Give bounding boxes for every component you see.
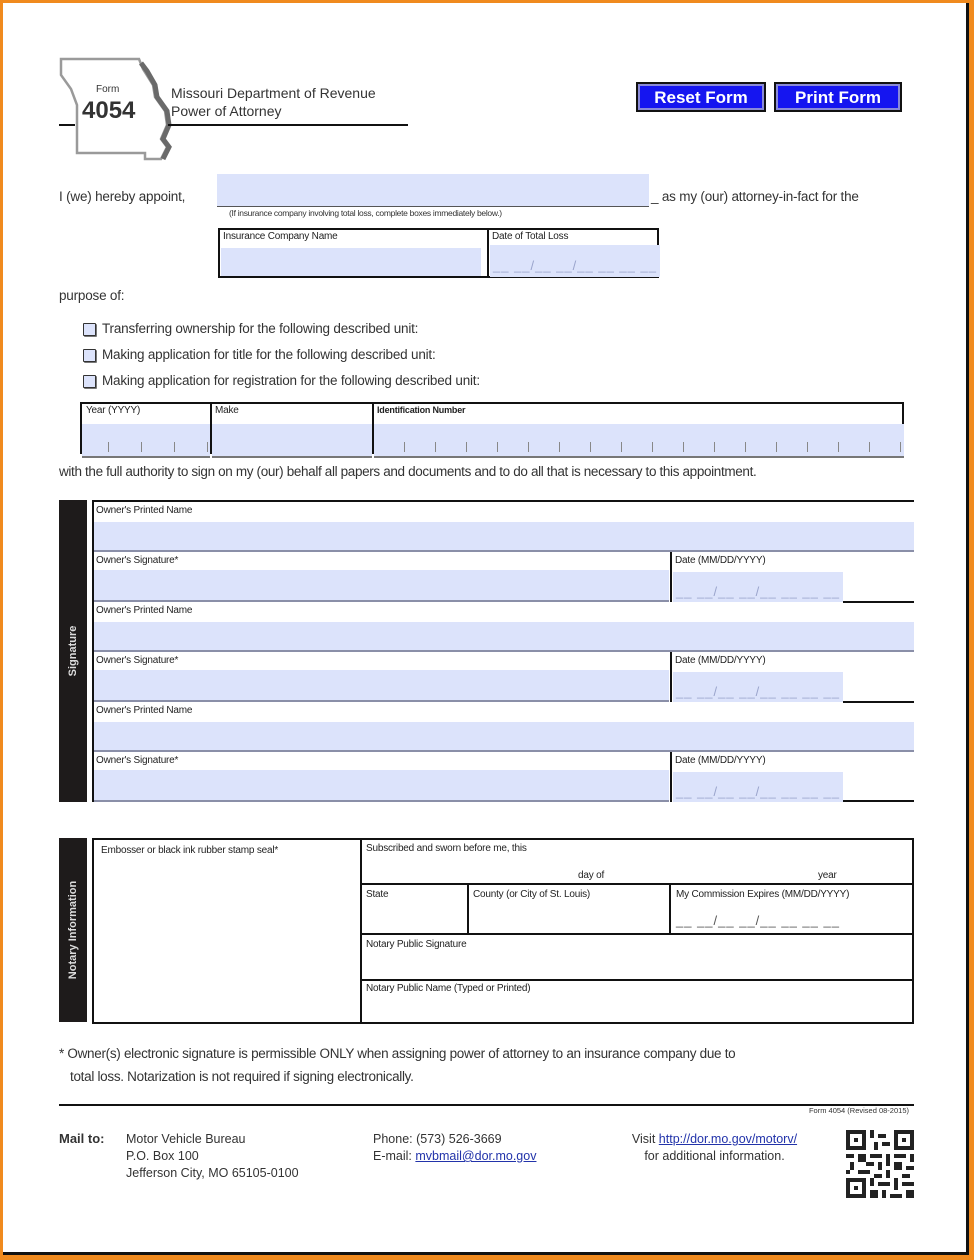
purpose-registration-label: Making application for registration for the following described unit: <box>102 373 480 388</box>
date-total-loss-label: Date of Total Loss <box>492 231 569 242</box>
notary-section-label: Notary Information <box>67 880 79 980</box>
checkbox-icon[interactable] <box>83 349 96 362</box>
owner-2-date-placeholder: __ __/__ __/__ __ __ __ <box>676 684 840 699</box>
appoint-trail-label: as my (our) attorney-in-fact for the <box>661 189 859 204</box>
appoint-trail-text: _ as my (our) attorney-in-fact for the <box>651 189 859 204</box>
owner-3-printed-name-input[interactable] <box>94 722 914 752</box>
qr-code-icon[interactable] <box>846 1130 914 1198</box>
notary-section-bar <box>59 838 87 1022</box>
owner-1-row-rule <box>843 601 914 603</box>
owner-2-printed-name-input[interactable] <box>94 622 914 652</box>
notary-box <box>92 838 914 1024</box>
state-county-divider <box>467 883 469 933</box>
notary-seal-divider <box>360 838 362 1024</box>
day-of-label: day of <box>578 870 605 881</box>
website-link[interactable]: http://dor.mo.gov/motorv/ <box>658 1132 798 1146</box>
owner-2-signature-label: Owner's Signature* <box>96 655 179 666</box>
revision-label: Form 4054 (Revised 08-2015) <box>808 1106 909 1115</box>
website-info <box>607 1131 822 1165</box>
identification-number-label: Identification Number <box>377 405 466 415</box>
purpose-title-label: Making application for title for the following described unit: <box>102 347 436 362</box>
make-label: Make <box>215 405 239 416</box>
form-page <box>3 3 969 1255</box>
email-label: E-mail: <box>373 1149 412 1163</box>
mail-to-label: Mail to: <box>59 1131 105 1146</box>
email-link[interactable]: mvbmail@dor.mo.gov <box>415 1149 537 1163</box>
notary-rule-2 <box>360 933 914 935</box>
header-rule-left <box>59 124 75 126</box>
owner-1-date-divider <box>670 552 672 602</box>
phone-number: Phone: (573) 526-3669 <box>373 1132 502 1146</box>
signature-section-bar <box>59 500 87 802</box>
purpose-transfer-label: Transferring ownership for the following described unit: <box>102 321 419 336</box>
footer-rule <box>59 1104 914 1106</box>
more-info-text: for additional information. <box>644 1149 785 1163</box>
owner-1-date-label: Date (MM/DD/YYYY) <box>675 555 766 566</box>
footnote-line-1: * Owner(s) electronic signature is permissible ONLY when assigning power of attorney to an insurance company due to <box>59 1046 736 1061</box>
owner-1-printed-name-input[interactable] <box>94 522 914 552</box>
insurance-company-label: Insurance Company Name <box>223 231 338 242</box>
purpose-title-checkbox[interactable] <box>83 347 436 362</box>
notary-rule-1 <box>360 883 914 885</box>
owner-2-printed-name-label: Owner's Printed Name <box>96 605 193 616</box>
commission-label: My Commission Expires (MM/DD/YYYY) <box>676 889 850 900</box>
authority-text: with the full authority to sign on my (our) behalf all papers and documents and to do all that is necessary to this appointment. <box>59 464 757 479</box>
owner-3-signature-label: Owner's Signature* <box>96 755 179 766</box>
address-line-3: Jefferson City, MO 65105-0100 <box>126 1166 299 1180</box>
footnote-line-2: total loss. Notarization is not required if signing electronically. <box>70 1069 414 1084</box>
owner-1-signature-label: Owner's Signature* <box>96 555 179 566</box>
address-line-2: P.O. Box 100 <box>126 1149 199 1163</box>
owner-3-date-divider <box>670 752 672 802</box>
purpose-registration-checkbox[interactable] <box>83 373 480 388</box>
county-label[interactable]: County (or City of St. Louis) <box>473 889 591 900</box>
owner-2-date-divider <box>670 652 672 702</box>
purpose-label: purpose of: <box>59 288 125 303</box>
owner-3-printed-name-label: Owner's Printed Name <box>96 705 193 716</box>
owner-2-signature-input[interactable] <box>94 670 669 702</box>
mailing-address <box>126 1131 299 1182</box>
year-label: Year (YYYY) <box>86 405 141 416</box>
checkbox-icon[interactable] <box>83 375 96 388</box>
form-number: 4054 <box>82 97 136 124</box>
signature-section-label: Signature <box>67 625 79 677</box>
state-label[interactable]: State <box>366 889 389 900</box>
appoint-hint: (If insurance company involving total loss, complete boxes immediately below.) <box>229 208 502 218</box>
form-label: Form <box>96 84 120 95</box>
commission-date-field[interactable]: __ __/__ __/__ __ __ __ <box>676 913 840 928</box>
header-rule <box>168 124 408 126</box>
owner-3-date-label: Date (MM/DD/YYYY) <box>675 755 766 766</box>
owner-1-date-placeholder: __ __/__ __/__ __ __ __ <box>676 584 840 599</box>
visit-label: Visit <box>631 1132 656 1146</box>
email-line <box>373 1148 536 1165</box>
insurance-company-input[interactable] <box>221 248 481 276</box>
make-input[interactable] <box>212 424 372 458</box>
identification-number-input[interactable] <box>374 424 904 458</box>
purpose-transfer-checkbox[interactable] <box>83 321 418 336</box>
year-input[interactable] <box>82 424 210 458</box>
sworn-label: Subscribed and sworn before me, this <box>366 843 527 854</box>
owner-3-date-placeholder: __ __/__ __/__ __ __ __ <box>676 784 840 799</box>
county-commission-divider <box>669 883 671 933</box>
appoint-lead-text: I (we) hereby appoint, <box>59 189 186 204</box>
date-total-loss-placeholder: __ __/__ __/__ __ __ __ <box>493 258 657 273</box>
owner-1-printed-name-label: Owner's Printed Name <box>96 505 193 516</box>
department-name: Missouri Department of Revenue <box>171 85 376 101</box>
owner-3-row-rule <box>843 800 914 802</box>
reset-form-button[interactable]: Reset Form <box>636 82 766 112</box>
year-suffix-label: year <box>818 870 837 881</box>
owner-1-signature-input[interactable] <box>94 570 669 602</box>
contact-info <box>373 1131 536 1165</box>
print-form-button[interactable]: Print Form <box>774 82 902 112</box>
insurance-divider <box>487 228 489 278</box>
page-title: Power of Attorney <box>171 103 282 119</box>
appointee-input[interactable] <box>217 174 649 207</box>
address-line-1: Motor Vehicle Bureau <box>126 1132 246 1146</box>
notary-signature-label[interactable]: Notary Public Signature <box>366 939 467 950</box>
owner-2-date-label: Date (MM/DD/YYYY) <box>675 655 766 666</box>
owner-3-signature-input[interactable] <box>94 770 669 802</box>
visit-line <box>607 1131 822 1148</box>
notary-rule-3 <box>360 979 914 981</box>
owner-2-row-rule <box>843 701 914 703</box>
seal-label[interactable]: Embosser or black ink rubber stamp seal* <box>101 845 279 856</box>
checkbox-icon[interactable] <box>83 323 96 336</box>
notary-name-label[interactable]: Notary Public Name (Typed or Printed) <box>366 983 531 994</box>
